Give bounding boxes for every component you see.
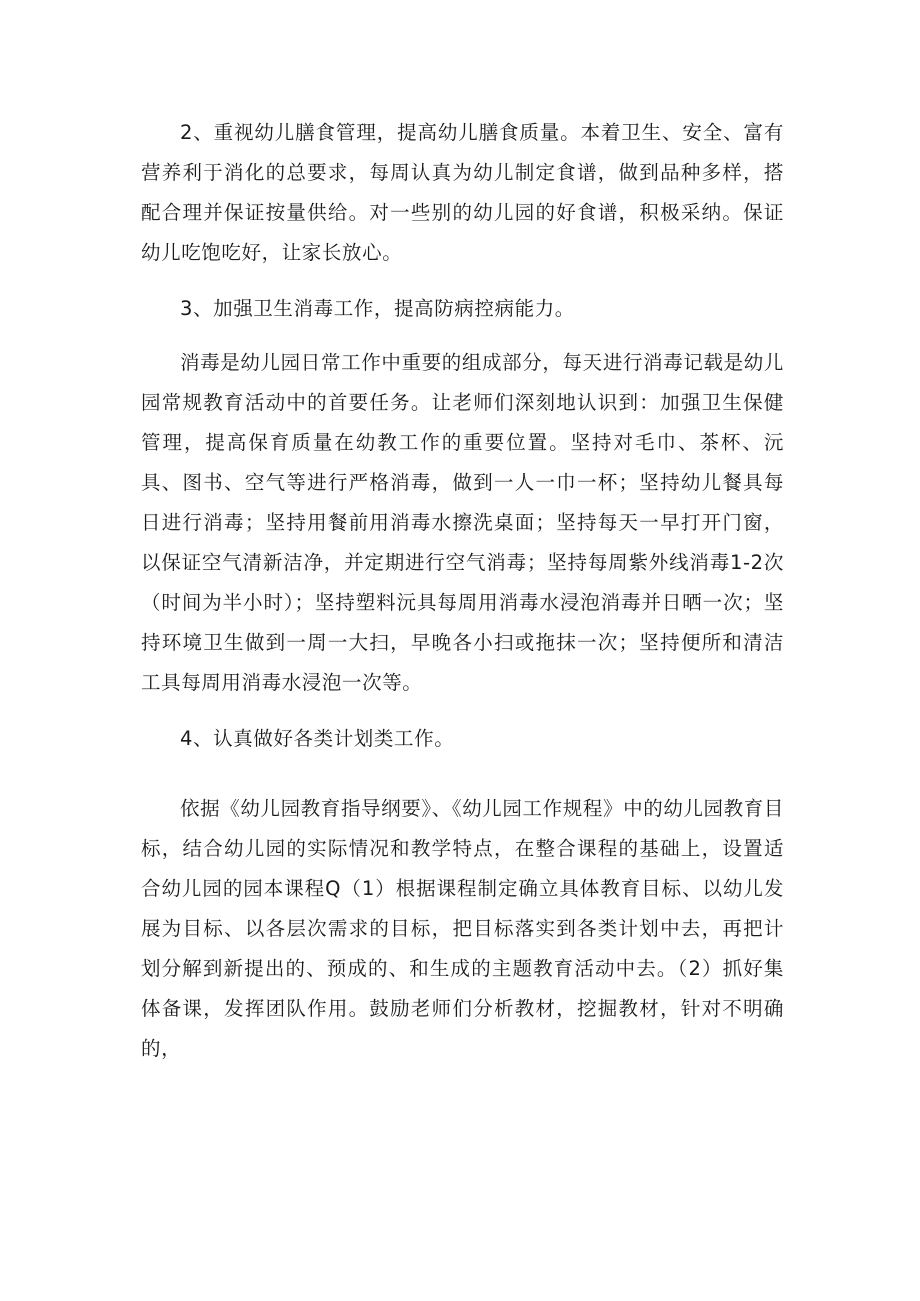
heading-hygiene-disinfection: 3、加强卫生消毒工作，提高防病控病能力。 — [180, 297, 575, 320]
paragraph-diet-management: 2、重视幼儿膳食管理，提高幼儿膳食质量。本着卫生、安全、富有营养利于消化的总要求，每周认真为幼儿制定食谱，做到品种多样，搭配合理并保证按量供给。对一些别的幼儿园的好食谱，积极采纳。保证幼儿吃饱吃好，让家长放心。 — [141, 121, 784, 264]
paragraph-disinfection-details: 消毒是幼儿园日常工作中重要的组成部分，每天进行消毒记载是幼儿园常规教育活动中的首要任务。让老师们深刻地认识到：加强卫生保健管理，提高保育质量在幼教工作的重要位置。坚持对毛巾、茶杯、沅具、图书、空气等进行严格消毒，做到一人一巾一杯；坚持幼儿餐具每日进行消毒；坚持用餐前用消毒水擦洗桌面；坚持每天一早打开门窗，以保证空气清新洁净，并定期进行空气消毒；坚持每周紫外线消毒1-2次（时间为半小时）；坚持塑料沅具每周用消毒水浸泡消毒并日晒一次；坚持环境卫生做到一周一大扫，早晚各小扫或拖抹一次；坚持便所和清洁工具每周用消毒水浸泡一次等。 — [141, 351, 784, 694]
heading-planning-work: 4、认真做好各类计划类工作。 — [180, 727, 455, 750]
paragraph-curriculum-planning: 依据《幼儿园教育指导纲要》、《幼儿园工作规程》中的幼儿园教育目标，结合幼儿园的实际情况和教学特点，在整合课程的基础上，设置适合幼儿园的园本课程Q（1）根据课程制定确立具体教育目标、以幼儿发展为目标、以各层次需求的目标，把目标落实到各类计划中去，再把计划分解到新提出的、预成的、和生成的主题教育活动中去。（2）抓好集体备课，发挥团队作用。鼓励老师们分析教材，挖掘教材，针对不明确的， — [141, 797, 784, 1060]
document-body — [141, 113, 784, 1069]
